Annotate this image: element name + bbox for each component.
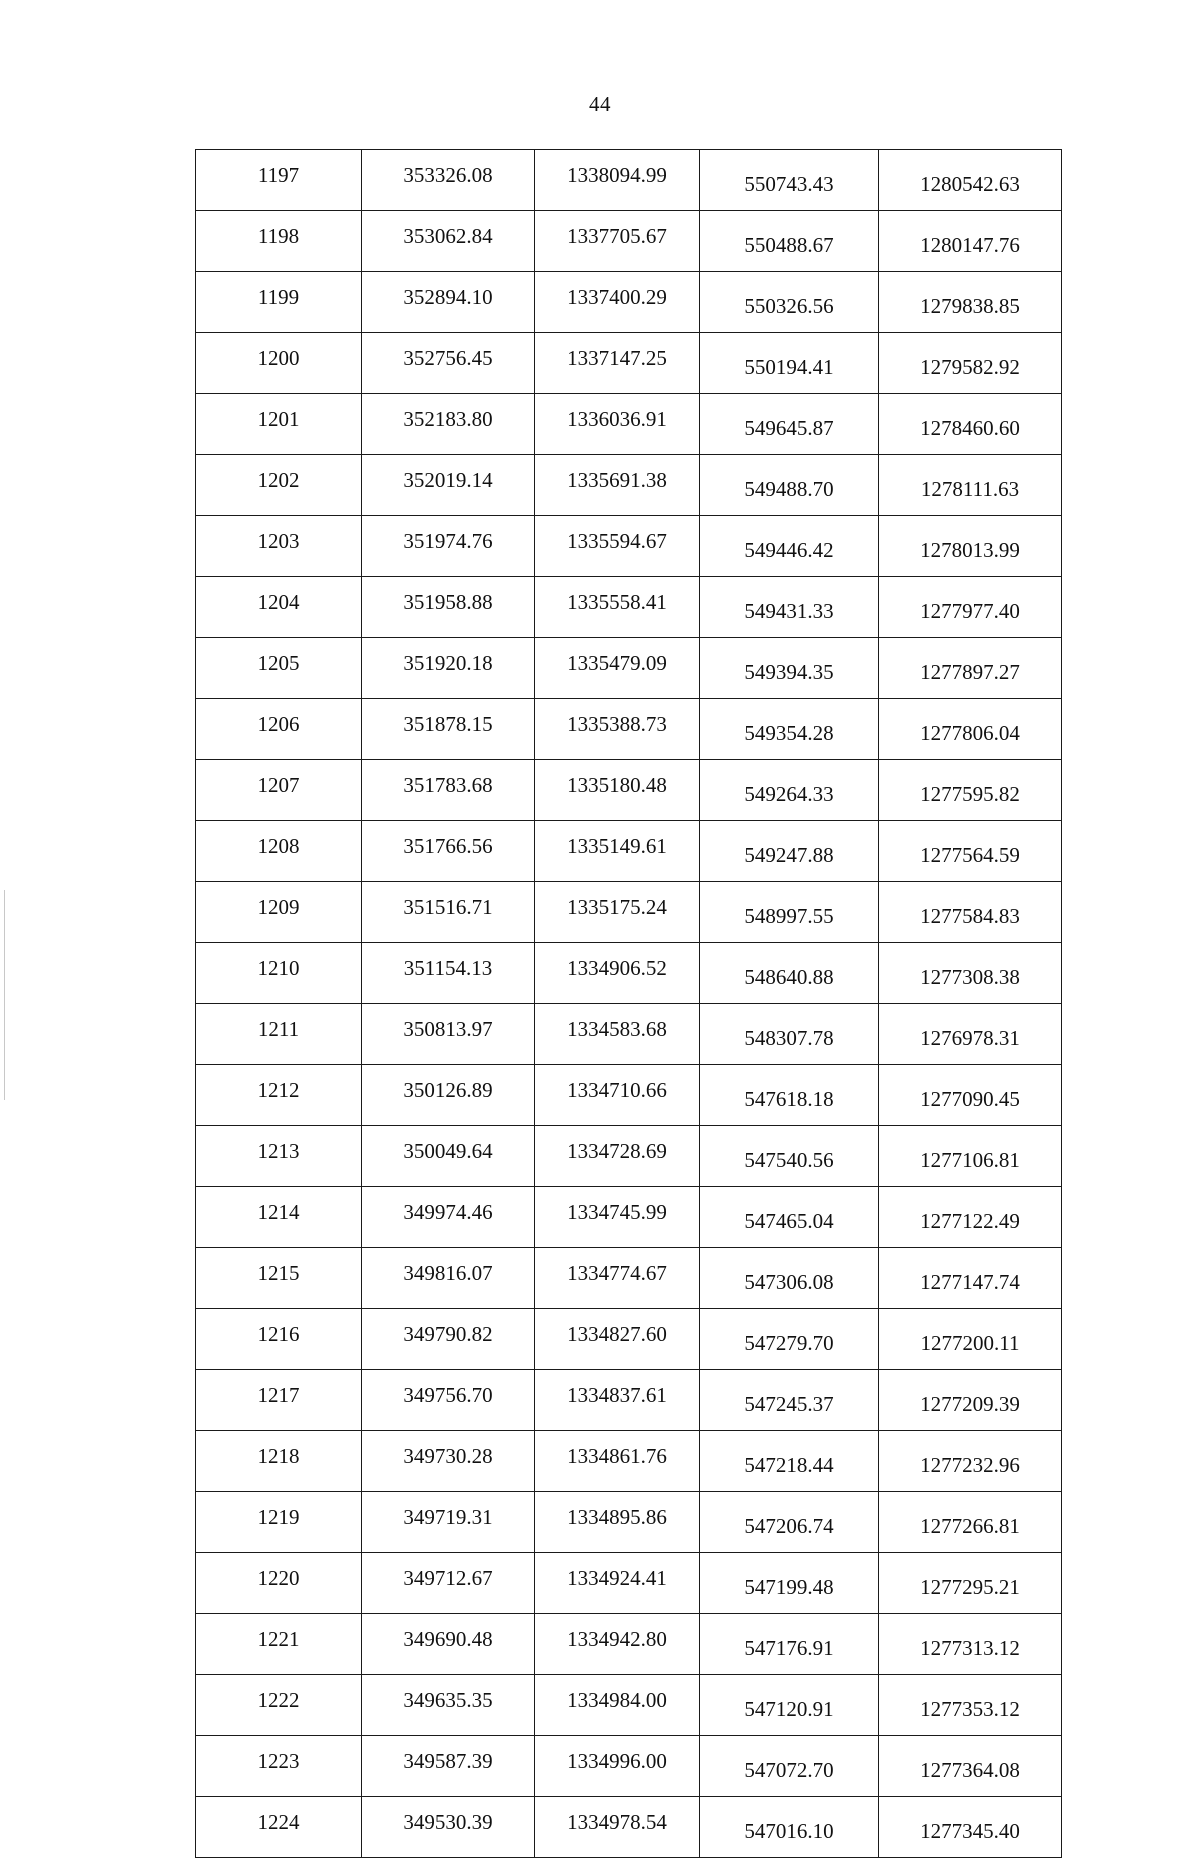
- point-number-cell: 1205: [196, 638, 362, 699]
- x-coordinate-cell: 350813.97: [362, 1004, 535, 1065]
- y-coordinate-cell: 1335180.48: [535, 760, 700, 821]
- point-number-cell: 1213: [196, 1126, 362, 1187]
- page-number: 44: [589, 92, 611, 116]
- x-coordinate-cell: 351783.68: [362, 760, 535, 821]
- point-number-cell: 1198: [196, 211, 362, 272]
- table-row: [196, 211, 1062, 272]
- y2-coordinate-cell: 1279838.85: [879, 272, 1062, 333]
- y2-coordinate-cell: 1277295.21: [879, 1553, 1062, 1614]
- x-coordinate-cell: 350126.89: [362, 1065, 535, 1126]
- point-number-cell: 1209: [196, 882, 362, 943]
- point-number-cell: 1201: [196, 394, 362, 455]
- x2-coordinate-cell: 549394.35: [700, 638, 879, 699]
- y-coordinate-cell: 1334861.76: [535, 1431, 700, 1492]
- point-number-cell: 1216: [196, 1309, 362, 1370]
- x-coordinate-cell: 351878.15: [362, 699, 535, 760]
- point-number-cell: 1200: [196, 333, 362, 394]
- point-number-cell: 1204: [196, 577, 362, 638]
- table-row: [196, 1065, 1062, 1126]
- table-row: [196, 1370, 1062, 1431]
- y2-coordinate-cell: 1277897.27: [879, 638, 1062, 699]
- x-coordinate-cell: 349712.67: [362, 1553, 535, 1614]
- y2-coordinate-cell: 1277200.11: [879, 1309, 1062, 1370]
- x-coordinate-cell: 351920.18: [362, 638, 535, 699]
- x-coordinate-cell: 349587.39: [362, 1736, 535, 1797]
- table-row: [196, 516, 1062, 577]
- table-row: [196, 1309, 1062, 1370]
- x-coordinate-cell: 349790.82: [362, 1309, 535, 1370]
- y-coordinate-cell: 1334942.80: [535, 1614, 700, 1675]
- y2-coordinate-cell: 1277345.40: [879, 1797, 1062, 1858]
- point-number-cell: 1223: [196, 1736, 362, 1797]
- point-number-cell: 1211: [196, 1004, 362, 1065]
- point-number-cell: 1218: [196, 1431, 362, 1492]
- y-coordinate-cell: 1334583.68: [535, 1004, 700, 1065]
- y-coordinate-cell: 1335149.61: [535, 821, 700, 882]
- y-coordinate-cell: 1337400.29: [535, 272, 700, 333]
- x-coordinate-cell: 349635.35: [362, 1675, 535, 1736]
- x2-coordinate-cell: 547279.70: [700, 1309, 879, 1370]
- table-row: [196, 394, 1062, 455]
- y2-coordinate-cell: 1278111.63: [879, 455, 1062, 516]
- y-coordinate-cell: 1338094.99: [535, 150, 700, 211]
- y-coordinate-cell: 1335479.09: [535, 638, 700, 699]
- x2-coordinate-cell: 547465.04: [700, 1187, 879, 1248]
- point-number-cell: 1222: [196, 1675, 362, 1736]
- y-coordinate-cell: 1334895.86: [535, 1492, 700, 1553]
- point-number-cell: 1210: [196, 943, 362, 1004]
- x-coordinate-cell: 349719.31: [362, 1492, 535, 1553]
- x-coordinate-cell: 350049.64: [362, 1126, 535, 1187]
- x2-coordinate-cell: 547540.56: [700, 1126, 879, 1187]
- y2-coordinate-cell: 1277147.74: [879, 1248, 1062, 1309]
- x2-coordinate-cell: 549264.33: [700, 760, 879, 821]
- coordinate-table: [195, 149, 1062, 1858]
- point-number-cell: 1215: [196, 1248, 362, 1309]
- table-row: [196, 943, 1062, 1004]
- y2-coordinate-cell: 1277232.96: [879, 1431, 1062, 1492]
- y2-coordinate-cell: 1277353.12: [879, 1675, 1062, 1736]
- y-coordinate-cell: 1336036.91: [535, 394, 700, 455]
- point-number-cell: 1217: [196, 1370, 362, 1431]
- x-coordinate-cell: 353326.08: [362, 150, 535, 211]
- scan-margin-mark: [4, 890, 5, 1100]
- x2-coordinate-cell: 549354.28: [700, 699, 879, 760]
- coordinate-table-body: [196, 150, 1062, 1858]
- x2-coordinate-cell: 547120.91: [700, 1675, 879, 1736]
- table-row: [196, 1187, 1062, 1248]
- y-coordinate-cell: 1335388.73: [535, 699, 700, 760]
- y-coordinate-cell: 1335691.38: [535, 455, 700, 516]
- table-row: [196, 1675, 1062, 1736]
- table-row: [196, 1126, 1062, 1187]
- x2-coordinate-cell: 547072.70: [700, 1736, 879, 1797]
- x2-coordinate-cell: 547245.37: [700, 1370, 879, 1431]
- point-number-cell: 1203: [196, 516, 362, 577]
- table-row: [196, 577, 1062, 638]
- x2-coordinate-cell: 547618.18: [700, 1065, 879, 1126]
- point-number-cell: 1214: [196, 1187, 362, 1248]
- y-coordinate-cell: 1335175.24: [535, 882, 700, 943]
- y-coordinate-cell: 1334837.61: [535, 1370, 700, 1431]
- x-coordinate-cell: 349756.70: [362, 1370, 535, 1431]
- y-coordinate-cell: 1334924.41: [535, 1553, 700, 1614]
- x-coordinate-cell: 351766.56: [362, 821, 535, 882]
- point-number-cell: 1212: [196, 1065, 362, 1126]
- table-row: [196, 1431, 1062, 1492]
- table-row: [196, 455, 1062, 516]
- table-row: [196, 1004, 1062, 1065]
- y2-coordinate-cell: 1277266.81: [879, 1492, 1062, 1553]
- y2-coordinate-cell: 1277313.12: [879, 1614, 1062, 1675]
- table-row: [196, 1553, 1062, 1614]
- x2-coordinate-cell: 550488.67: [700, 211, 879, 272]
- x2-coordinate-cell: 548640.88: [700, 943, 879, 1004]
- x2-coordinate-cell: 548997.55: [700, 882, 879, 943]
- point-number-cell: 1206: [196, 699, 362, 760]
- x2-coordinate-cell: 547176.91: [700, 1614, 879, 1675]
- x-coordinate-cell: 352756.45: [362, 333, 535, 394]
- y-coordinate-cell: 1335594.67: [535, 516, 700, 577]
- y2-coordinate-cell: 1279582.92: [879, 333, 1062, 394]
- x2-coordinate-cell: 547218.44: [700, 1431, 879, 1492]
- y2-coordinate-cell: 1277308.38: [879, 943, 1062, 1004]
- y-coordinate-cell: 1337705.67: [535, 211, 700, 272]
- y-coordinate-cell: 1334827.60: [535, 1309, 700, 1370]
- x-coordinate-cell: 351516.71: [362, 882, 535, 943]
- x-coordinate-cell: 351958.88: [362, 577, 535, 638]
- point-number-cell: 1208: [196, 821, 362, 882]
- y-coordinate-cell: 1334745.99: [535, 1187, 700, 1248]
- table-row: [196, 760, 1062, 821]
- table-row: [196, 638, 1062, 699]
- y2-coordinate-cell: 1276978.31: [879, 1004, 1062, 1065]
- y-coordinate-cell: 1337147.25: [535, 333, 700, 394]
- x2-coordinate-cell: 550326.56: [700, 272, 879, 333]
- table-row: [196, 1248, 1062, 1309]
- x2-coordinate-cell: 547199.48: [700, 1553, 879, 1614]
- y2-coordinate-cell: 1277209.39: [879, 1370, 1062, 1431]
- y-coordinate-cell: 1334984.00: [535, 1675, 700, 1736]
- table-row: [196, 821, 1062, 882]
- point-number-cell: 1197: [196, 150, 362, 211]
- y2-coordinate-cell: 1278460.60: [879, 394, 1062, 455]
- y2-coordinate-cell: 1280147.76: [879, 211, 1062, 272]
- x2-coordinate-cell: 548307.78: [700, 1004, 879, 1065]
- x2-coordinate-cell: 547206.74: [700, 1492, 879, 1553]
- x2-coordinate-cell: 550194.41: [700, 333, 879, 394]
- x2-coordinate-cell: 549446.42: [700, 516, 879, 577]
- x-coordinate-cell: 349730.28: [362, 1431, 535, 1492]
- point-number-cell: 1202: [196, 455, 362, 516]
- table-row: [196, 150, 1062, 211]
- table-row: [196, 1797, 1062, 1858]
- x-coordinate-cell: 352894.10: [362, 272, 535, 333]
- y-coordinate-cell: 1335558.41: [535, 577, 700, 638]
- y2-coordinate-cell: 1278013.99: [879, 516, 1062, 577]
- x2-coordinate-cell: 549488.70: [700, 455, 879, 516]
- x2-coordinate-cell: 549247.88: [700, 821, 879, 882]
- y-coordinate-cell: 1334996.00: [535, 1736, 700, 1797]
- x2-coordinate-cell: 549431.33: [700, 577, 879, 638]
- table-row: [196, 272, 1062, 333]
- table-row: [196, 1736, 1062, 1797]
- x-coordinate-cell: 351974.76: [362, 516, 535, 577]
- y2-coordinate-cell: 1277564.59: [879, 821, 1062, 882]
- y2-coordinate-cell: 1277122.49: [879, 1187, 1062, 1248]
- point-number-cell: 1199: [196, 272, 362, 333]
- y2-coordinate-cell: 1277977.40: [879, 577, 1062, 638]
- table-row: [196, 1614, 1062, 1675]
- x-coordinate-cell: 349974.46: [362, 1187, 535, 1248]
- point-number-cell: 1207: [196, 760, 362, 821]
- point-number-cell: 1220: [196, 1553, 362, 1614]
- x2-coordinate-cell: 549645.87: [700, 394, 879, 455]
- y-coordinate-cell: 1334710.66: [535, 1065, 700, 1126]
- y-coordinate-cell: 1334906.52: [535, 943, 700, 1004]
- x-coordinate-cell: 349530.39: [362, 1797, 535, 1858]
- y2-coordinate-cell: 1277106.81: [879, 1126, 1062, 1187]
- table-row: [196, 699, 1062, 760]
- x2-coordinate-cell: 550743.43: [700, 150, 879, 211]
- x-coordinate-cell: 349816.07: [362, 1248, 535, 1309]
- y2-coordinate-cell: 1277595.82: [879, 760, 1062, 821]
- x2-coordinate-cell: 547306.08: [700, 1248, 879, 1309]
- y-coordinate-cell: 1334728.69: [535, 1126, 700, 1187]
- point-number-cell: 1221: [196, 1614, 362, 1675]
- x-coordinate-cell: 353062.84: [362, 211, 535, 272]
- y2-coordinate-cell: 1277090.45: [879, 1065, 1062, 1126]
- x2-coordinate-cell: 547016.10: [700, 1797, 879, 1858]
- y2-coordinate-cell: 1280542.63: [879, 150, 1062, 211]
- table-row: [196, 333, 1062, 394]
- x-coordinate-cell: 352183.80: [362, 394, 535, 455]
- y2-coordinate-cell: 1277584.83: [879, 882, 1062, 943]
- table-row: [196, 882, 1062, 943]
- y2-coordinate-cell: 1277364.08: [879, 1736, 1062, 1797]
- table-row: [196, 1492, 1062, 1553]
- x-coordinate-cell: 352019.14: [362, 455, 535, 516]
- y2-coordinate-cell: 1277806.04: [879, 699, 1062, 760]
- y-coordinate-cell: 1334978.54: [535, 1797, 700, 1858]
- x-coordinate-cell: 351154.13: [362, 943, 535, 1004]
- y-coordinate-cell: 1334774.67: [535, 1248, 700, 1309]
- x-coordinate-cell: 349690.48: [362, 1614, 535, 1675]
- point-number-cell: 1219: [196, 1492, 362, 1553]
- point-number-cell: 1224: [196, 1797, 362, 1858]
